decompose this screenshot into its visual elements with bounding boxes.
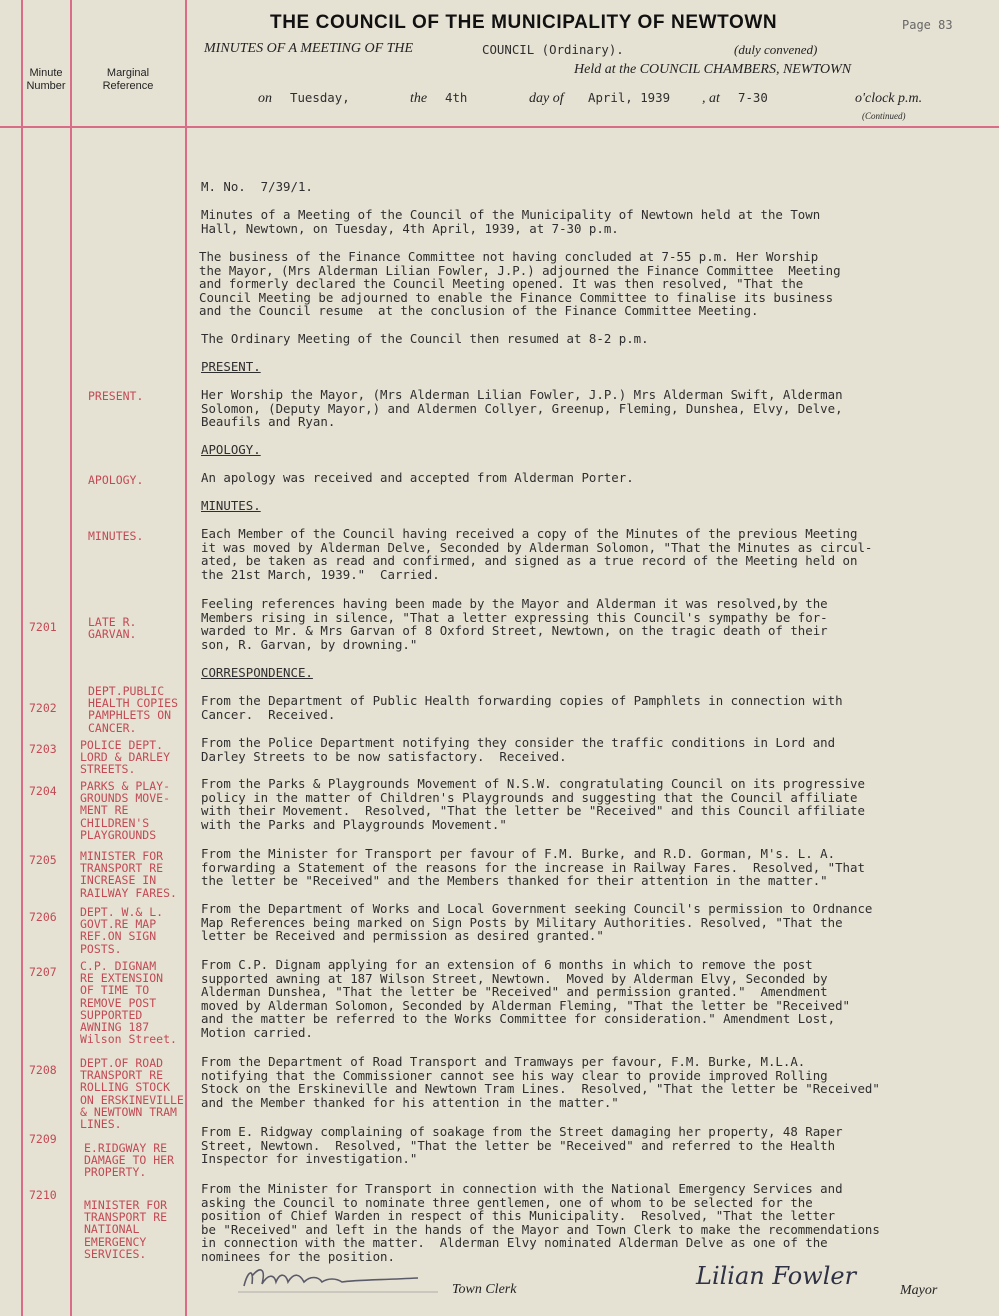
- on-label: on: [258, 91, 272, 106]
- minute-number: 7206: [29, 910, 57, 924]
- minute-number: 7201: [29, 620, 57, 634]
- council-title: THE COUNCIL OF THE MUNICIPALITY OF NEWTOWN: [270, 12, 778, 33]
- minutes-paragraph: An apology was received and accepted from Alderman Porter.: [201, 470, 634, 485]
- marginal-reference: PARKS & PLAY- GROUNDS MOVE- MENT RE CHILDREN'S PLAYGROUNDS: [80, 779, 171, 842]
- section-heading: APOLOGY.: [201, 442, 261, 457]
- town-clerk-signature: [238, 1262, 438, 1296]
- duly-convened: (duly convened): [734, 42, 818, 57]
- marginal-reference: APOLOGY.: [88, 473, 144, 487]
- marginal-reference-header: Marginal Reference: [102, 67, 154, 92]
- marginal-reference: POLICE DEPT. LORD & DARLEY STREETS.: [80, 738, 171, 777]
- minutes-paragraph: Her Worship the Mayor, (Mrs Alderman Lilian Fowler, J.P.) Mrs Alderman Swift, Alderman Solomon, (Deputy Mayor,) and Aldermen Collyer, Greenup, Fleming, Dunshea, Elvy, Delve, Beaufils and Ryan.: [201, 387, 843, 430]
- at-label: , at: [702, 91, 720, 106]
- minute-number: 7208: [29, 1063, 57, 1077]
- weekday: Tuesday,: [290, 90, 350, 105]
- marginal-reference: DEPT.OF ROAD TRANSPORT RE ROLLING STOCK ON ERSKINEVILLE & NEWTOWN TRAM LINES.: [80, 1056, 184, 1132]
- minutes-paragraph: From the Parks & Playgrounds Movement of N.S.W. congratulating Council on its progressive policy in the matter of Children's Playgrounds and suggesting that the Council affiliate with their Movement. Resolved, "That the letter be "Received" and this Council affiliate with the Parks and Playgrounds Movement.": [201, 776, 865, 832]
- marginal-reference: PRESENT.: [88, 389, 144, 403]
- minutes-paragraph: From the Department of Works and Local Government seeking Council's permission to Ordnance Map References being marked on Sign Posts by Military Authorities. Resolved, "That the letter be Received and permission as desired granted.": [201, 901, 873, 944]
- margin-rule-reference: [185, 0, 187, 1316]
- marginal-reference: DEPT.PUBLIC HEALTH COPIES PAMPHLETS ON CANCER.: [88, 684, 179, 735]
- minutes-paragraph: Feeling references having been made by the Mayor and Alderman it was resolved,by the Members rising in silence, "That a letter expressing this Council's sympathy be for- warded to Mr. & Mrs Garvan of 8 Oxford Street, Newtown, on the tragic death of their son, R. Garvan, by drowning.": [201, 596, 828, 652]
- minutes-paragraph: From the Police Department notifying they consider the traffic conditions in Lord and Darley Streets to be now satisfactory. Received.: [201, 735, 836, 764]
- marginal-reference: LATE R. GARVAN.: [88, 615, 137, 642]
- minutes-paragraph: From the Minister for Transport in connection with the National Emergency Services and asking the Council to nominate three gentlemen, one of whom to be selected for the position of Chief Warden in respect of this Municipality. Resolved, "That the letter be "Received" and left in the hands of the Mayor and Town Clerk to make the recommendations in connection with the matter. Alderman Elvy nominated Alderman Delve as one of the nominees for the position.: [201, 1181, 880, 1264]
- minutes-paragraph: The Ordinary Meeting of the Council then resumed at 8-2 p.m.: [201, 331, 649, 346]
- continued-label: (Continued): [862, 111, 906, 121]
- header-rule: [0, 126, 999, 128]
- minutes-paragraph: From the Minister for Transport per favour of F.M. Burke, and R.D. Gorman, M's. L. A. forwarding a Statement of the reasons for the increase in Railway Fares. Resolved, "That the letter be "Received" and the Members thanked for their attention in the matter.": [201, 846, 865, 889]
- meeting-time: 7-30: [738, 90, 768, 105]
- day-number: 4th: [445, 90, 468, 105]
- minutes-paragraph: From C.P. Dignam applying for an extension of 6 months in which to remove the post supported awning at 187 Wilson Street, Newtown. Moved by Alderman Elvy, Seconded by Alderman Dunshea, "That the letter be "Received" and permission granted." Amendment moved by Alderman Solomon, Seconded by Alderman Fleming, "That the letter be "Received" and the matter be referred to the Works Committee for consideration." Amendment Lost, Motion carried.: [201, 957, 851, 1040]
- marginal-reference: MINISTER FOR TRANSPORT RE INCREASE IN RAILWAY FARES.: [80, 849, 177, 900]
- minute-number: 7210: [29, 1188, 57, 1202]
- minute-number: 7207: [29, 965, 57, 979]
- minute-number: 7202: [29, 701, 57, 715]
- minutes-paragraph: Minutes of a Meeting of the Council of the Municipality of Newtown held at the Town Hall, Newtown, on Tuesday, 4th April, 1939, at 7-30 p.m.: [201, 207, 821, 236]
- marginal-reference: C.P. DIGNAM RE EXTENSION OF TIME TO REMOVE POST SUPPORTED AWNING 187 Wilson Street.: [80, 959, 177, 1047]
- mayor-signature: Lilian Fowler: [696, 1262, 857, 1290]
- minutes-paragraph: The business of the Finance Committee not having concluded at 7-55 p.m. Her Worship the Mayor, (Mrs Alderman Lilian Fowler, J.P.) adjourned the Finance Committee Meeting and formerly declared the Council Meeting opened. It was then resolved, "That the Council Meeting be adjourned to enable the Finance Committee to finalise its business and the Council resume at the conclusion of the Finance Committee Meeting.: [199, 249, 841, 319]
- day-of-label: day of: [529, 91, 564, 106]
- margin-rule-left: [21, 0, 23, 1316]
- margin-rule-minute: [70, 0, 72, 1316]
- mayor-label: Mayor: [900, 1283, 938, 1298]
- town-clerk-label: Town Clerk: [452, 1282, 517, 1297]
- oclock-label: o'clock p.m.: [855, 91, 923, 106]
- page-number: Page 83: [902, 18, 953, 32]
- marginal-reference: E.RIDGWAY RE DAMAGE TO HER PROPERTY.: [84, 1141, 175, 1180]
- meeting-type: COUNCIL (Ordinary).: [482, 42, 624, 57]
- marginal-reference: DEPT. W.& L. GOVT.RE MAP REF.ON SIGN POSTS.: [80, 905, 164, 956]
- marginal-reference: MINUTES.: [88, 529, 144, 543]
- minutes-paragraph: Each Member of the Council having received a copy of the Minutes of the previous Meeting it was moved by Alderman Delve, Seconded by Alderman Solomon, "That the Minutes as circul- ated, be taken as read and confirmed, and signed as a true record of the Meeting held on the 21st March, 1939." Carried.: [201, 526, 873, 582]
- month-year: April, 1939: [588, 90, 671, 105]
- minute-number: 7205: [29, 853, 57, 867]
- minute-number-header: Minute Number: [26, 67, 66, 92]
- minutes-paragraph: From the Department of Road Transport and Tramways per favour, F.M. Burke, M.L.A. notifying that the Commissioner cannot see his way clear to provide improved Rolling Stock on the Erskineville and Newtown Tram Lines. Resolved, "That the letter be "Received" and the Member thanked for his attention in the matter.": [201, 1054, 880, 1110]
- minutes-paragraph: From E. Ridgway complaining of soakage from the Street damaging her property, 48 Raper Street, Newtown. Resolved, "That the letter be "Received" and referred to the Health Inspector for investigation.": [201, 1124, 843, 1167]
- the-label: the: [410, 91, 428, 106]
- minute-number: 7203: [29, 742, 57, 756]
- minute-number: 7209: [29, 1132, 57, 1146]
- section-heading: MINUTES.: [201, 498, 261, 513]
- section-heading: PRESENT.: [201, 359, 261, 374]
- minutes-paragraph: From the Department of Public Health forwarding copies of Pamphlets in connection with Cancer. Received.: [201, 693, 843, 722]
- minute-ref-number: M. No. 7/39/1.: [201, 179, 313, 194]
- minutes-of-label: MINUTES OF A MEETING OF THE: [204, 41, 414, 56]
- held-at: Held at the COUNCIL CHAMBERS, NEWTOWN: [574, 62, 852, 77]
- section-heading: CORRESPONDENCE.: [201, 665, 313, 680]
- marginal-reference: MINISTER FOR TRANSPORT RE NATIONAL EMERGENCY SERVICES.: [84, 1198, 168, 1261]
- minute-number: 7204: [29, 784, 57, 798]
